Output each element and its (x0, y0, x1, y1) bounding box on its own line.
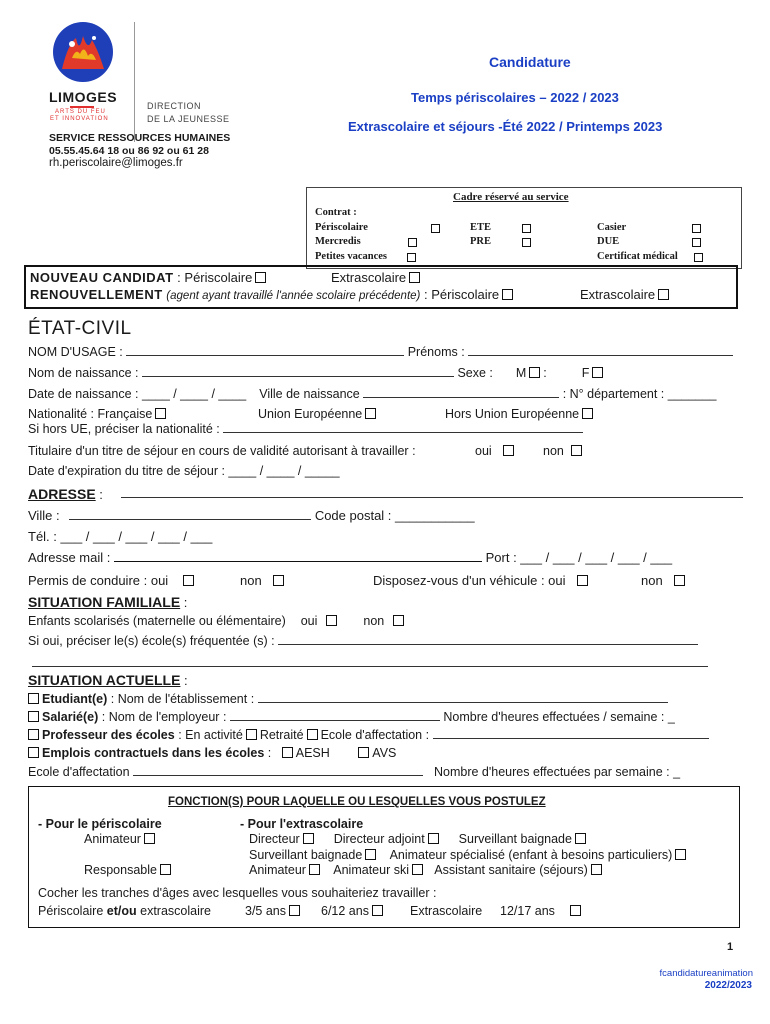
fonctions-extra-heading: - Pour l'extrascolaire (240, 817, 364, 831)
renouv-peri-label: : Périscolaire (424, 287, 500, 302)
departement-label: : N° département : _______ (562, 387, 717, 401)
avs-checkbox[interactable] (358, 747, 369, 758)
renouv-extra-checkbox[interactable] (658, 289, 669, 300)
emplois-label: Emplois contractuels dans les écoles (42, 746, 265, 760)
sexe-m-label: M (515, 366, 527, 380)
age612-row (321, 904, 386, 918)
mail-row (28, 550, 672, 565)
renouvellement-note: (agent ayant travaillé l'année scolaire précédente) (166, 290, 421, 302)
ue-label: Union Européenne (258, 407, 363, 421)
permis-oui-label: : oui (143, 573, 169, 588)
emplois-checkbox[interactable] (28, 747, 39, 758)
famille-colon: : (180, 595, 188, 610)
renouvellement-row (30, 287, 516, 302)
francaise-checkbox[interactable] (155, 408, 166, 419)
mail-label: Adresse mail : (28, 550, 111, 565)
animateur-2-checkbox[interactable] (309, 864, 320, 875)
page-subtitle-1: Temps périscolaires – 2022 / 2023 (411, 90, 619, 105)
logo-tagline-1: ARTS DU FEU (55, 109, 106, 115)
titulaire-oui (475, 444, 517, 458)
mercredis-label: Mercredis (315, 236, 361, 247)
surveillant-row (249, 848, 689, 862)
responsable-label: Responsable (84, 863, 157, 877)
hors-ue-row (445, 407, 596, 421)
enfants-non-checkbox[interactable] (393, 615, 404, 626)
due-label: DUE (597, 236, 620, 247)
professeur-label: Professeur des écoles (42, 728, 175, 742)
enfants-row (28, 614, 407, 628)
casier-label: Casier (597, 222, 627, 233)
fonctions-peri-heading: - Pour le périscolaire (38, 817, 162, 831)
vehicule-row (373, 573, 591, 588)
due-checkbox[interactable] (692, 238, 701, 247)
nationalite-field[interactable] (223, 422, 583, 433)
ecole-aff2-field[interactable] (133, 765, 423, 776)
renouv-extra-row (580, 287, 672, 302)
ete-label: ETE (470, 222, 492, 233)
age35-checkbox[interactable] (289, 905, 300, 916)
employeur-field[interactable] (230, 710, 440, 721)
avs-label: AVS (372, 746, 397, 760)
renouv-extra-label: Extrascolaire (580, 287, 656, 302)
ete-checkbox[interactable] (522, 224, 531, 233)
nouveau-extra-row (331, 270, 423, 285)
enfants-non-label: non (363, 614, 385, 628)
prenoms-label: Prénoms : (407, 345, 469, 359)
anim-specialise-checkbox[interactable] (675, 849, 686, 860)
adresse-field[interactable] (121, 487, 743, 498)
direction-line-1: DIRECTION (147, 101, 201, 111)
actuelle-heading-row (28, 672, 188, 688)
assistant-label: Assistant sanitaire (séjours) (434, 863, 588, 877)
age1217-checkbox[interactable] (570, 905, 581, 916)
salarie-row (28, 710, 675, 724)
age1217-row (500, 904, 584, 918)
heures-label: Nombre d'heures effectuées / semaine : _ (443, 710, 675, 724)
service-email: rh.periscolaire@limoges.fr (49, 157, 183, 169)
limoges-logo-icon (48, 14, 118, 84)
age612-label: 6/12 ans (321, 904, 369, 918)
service-phone: 05.55.45.64 18 ou 86 92 ou 61 28 (49, 145, 209, 157)
logo (48, 14, 118, 84)
titulaire-row (28, 444, 416, 458)
page-number: 1 (727, 941, 734, 953)
pre-label: PRE (470, 236, 491, 247)
page-title: Candidature (489, 54, 571, 70)
date-naissance-label: Date de naissance : ____ / ____ / ____ (28, 387, 247, 401)
permis-non-label: non (240, 573, 262, 588)
titulaire-oui-checkbox[interactable] (503, 445, 514, 456)
nouveau-peri-label: : Périscolaire (177, 270, 253, 285)
direction-line-2: DE LA JEUNESSE (147, 114, 230, 124)
responsable-checkbox[interactable] (160, 864, 171, 875)
famille-heading-row (28, 594, 187, 610)
fonctions-heading: FONCTION(S) POUR LAQUELLE OU LESQUELLES VOUS POSTULEZ (168, 796, 546, 808)
etudiant-checkbox[interactable] (28, 693, 39, 704)
ue-row (258, 407, 379, 421)
ecole-aff-label: Ecole d'affectation : (320, 728, 433, 742)
code-postal-label: Code postal : ___________ (314, 508, 475, 523)
age35-label: 3/5 ans (245, 904, 287, 918)
adresse-heading: ADRESSE (28, 486, 96, 502)
contrat-label: Contrat : (315, 207, 357, 218)
ecole-aff2-row (28, 765, 680, 779)
directeur-row (249, 832, 589, 846)
animateur2-row (249, 863, 605, 877)
adresse-row (28, 486, 103, 502)
salarie-checkbox[interactable] (28, 711, 39, 722)
enfants-label: Enfants scolarisés (maternelle ou élémentaire) (28, 614, 286, 628)
animateur-label: Animateur (84, 832, 141, 846)
heures2-label: Nombre d'heures effectuées par semaine : _ (433, 765, 681, 779)
si-hors-ue-label: Si hors UE, préciser la nationalité : (28, 422, 220, 436)
adresse-colon: : (95, 487, 103, 502)
aesh-checkbox[interactable] (282, 747, 293, 758)
permis-label: Permis de conduire (28, 573, 140, 588)
titulaire-non-checkbox[interactable] (571, 445, 582, 456)
extrascolaire-word: extrascolaire (136, 904, 211, 918)
expiration-row: Date d'expiration du titre de séjour : ____ / ____ / _____ (28, 464, 340, 478)
etat-civil-heading: ÉTAT-CIVIL (28, 318, 132, 339)
aesh-label: AESH (295, 746, 330, 760)
petites-vacances-label: Petites vacances (315, 251, 388, 262)
nom-naissance-field[interactable] (142, 366, 454, 377)
surveillant-2-label: Surveillant baignade (249, 848, 363, 862)
age612-checkbox[interactable] (372, 905, 383, 916)
animateur-row (84, 832, 158, 846)
nom-usage-row (28, 345, 733, 359)
nom-naissance-row: Nom de naissance : Sexe : M : F (28, 366, 606, 380)
ages-row (38, 904, 211, 918)
periscolaire-checkbox[interactable] (431, 224, 440, 233)
anim-specialise-label: Animateur spécialisé (enfant à besoins particuliers) (389, 848, 673, 862)
nouveau-extra-label: Extrascolaire (331, 270, 407, 285)
footer-year: 2022/2023 (704, 980, 752, 991)
sexe-label: Sexe : (457, 366, 493, 380)
etablissement-field[interactable] (258, 692, 668, 703)
nom-usage-field[interactable] (126, 345, 404, 356)
etudiant-label: Etudiant(e) (42, 692, 108, 706)
prof-rest: : En activité (174, 728, 243, 742)
ville-naissance-field[interactable] (363, 387, 559, 398)
directeur-adjoint-checkbox[interactable] (428, 833, 439, 844)
prenoms-field[interactable] (468, 345, 733, 356)
sexe-f-label: F (581, 366, 590, 380)
ecoles-field[interactable] (278, 634, 698, 645)
permis-row (28, 573, 197, 588)
footer-ref: fcandidatureanimation (659, 968, 753, 979)
etudiant-rest: : Nom de l'établissement : (107, 692, 258, 706)
vehicule-non-label: non (641, 573, 663, 588)
cocher-text: Cocher les tranches d'âges avec lesquelles vous souhaiteriez travailler : (38, 886, 437, 900)
ecole-aff2-label: Ecole d'affectation (28, 765, 134, 779)
mercredis-checkbox[interactable] (408, 238, 417, 247)
emplois-colon: : (264, 746, 272, 760)
hors-ue-label: Hors Union Européenne (445, 407, 580, 421)
salarie-rest: : Nom de l'employeur : (98, 710, 230, 724)
ville-label: Ville : (28, 508, 60, 523)
logo-name: LIMOGES (49, 89, 118, 105)
sexe-m-checkbox[interactable] (529, 367, 540, 378)
service-box-title: Cadre réservé au service (453, 191, 569, 203)
permis-oui-checkbox[interactable] (183, 575, 194, 586)
mail-field[interactable] (114, 551, 482, 562)
emplois-row (28, 746, 396, 760)
renouv-peri-checkbox[interactable] (502, 289, 513, 300)
vehicule-non (641, 573, 688, 588)
titulaire-oui-label: oui (475, 444, 492, 458)
etou-label: et/ou (106, 904, 137, 918)
directeur-label: Directeur (249, 832, 300, 846)
nom-usage-label: NOM D'USAGE : (28, 345, 127, 359)
nouveau-candidat-label: NOUVEAU CANDIDAT (30, 270, 174, 285)
assistant-checkbox[interactable] (591, 864, 602, 875)
titulaire-non-label: non (543, 444, 564, 458)
permis-non (240, 573, 287, 588)
ue-checkbox[interactable] (365, 408, 376, 419)
responsable-row (84, 863, 174, 877)
tel-row: Tél. : ___ / ___ / ___ / ___ / ___ (28, 529, 213, 544)
professeur-checkbox[interactable] (28, 729, 39, 740)
vehicule-label: Disposez-vous d'un véhicule : oui (373, 573, 566, 588)
nouveau-candidat-row (30, 270, 269, 285)
certificat-label: Certificat médical (597, 251, 678, 262)
ecoles-field-2[interactable] (32, 656, 708, 667)
actuelle-heading: SITUATION ACTUELLE (28, 672, 181, 688)
animateur-checkbox[interactable] (144, 833, 155, 844)
ecole-aff-field[interactable] (433, 728, 709, 739)
extra-label-row: Extrascolaire (410, 904, 483, 918)
nouveau-peri-checkbox[interactable] (255, 272, 266, 283)
surveillant-1-checkbox[interactable] (575, 833, 586, 844)
certificat-checkbox[interactable] (694, 253, 703, 262)
renouvellement-label: RENOUVELLEMENT (30, 287, 163, 302)
casier-checkbox[interactable] (692, 224, 701, 233)
vehicule-non-checkbox[interactable] (674, 575, 685, 586)
directeur-adjoint-label: Directeur adjoint (333, 832, 425, 846)
sexe-f-checkbox[interactable] (592, 367, 603, 378)
age1217-label: 12/17 ans (500, 904, 555, 918)
titulaire-non (543, 444, 585, 458)
ville-naissance-label: Ville de naissance (259, 387, 360, 401)
petites-vacances-checkbox[interactable] (407, 253, 416, 262)
age35-row (245, 904, 303, 918)
vehicule-oui-checkbox[interactable] (577, 575, 588, 586)
activite-checkbox[interactable] (246, 729, 257, 740)
nouveau-extra-checkbox[interactable] (409, 272, 420, 283)
retraite-label: Retraité (259, 728, 304, 742)
ville-row (28, 508, 475, 523)
actuelle-colon: : (180, 673, 188, 688)
page-subtitle-2: Extrascolaire et séjours -Été 2022 / Printemps 2023 (348, 119, 663, 134)
enfants-oui-checkbox[interactable] (326, 615, 337, 626)
naissance-row (28, 387, 716, 401)
nationalite-label: Nationalité : Française (28, 407, 153, 421)
ecoles-label: Si oui, préciser le(s) école(s) fréquentée (s) : (28, 634, 275, 648)
service-name: SERVICE RESSOURCES HUMAINES (49, 132, 231, 144)
animateur-2-label: Animateur (249, 863, 306, 877)
surveillant-2-checkbox[interactable] (365, 849, 376, 860)
enfants-oui-label: oui (300, 614, 318, 628)
logo-tagline-2: ET INNOVATION (50, 116, 109, 122)
anim-ski-checkbox[interactable] (412, 864, 423, 875)
titulaire-label: Titulaire d'un titre de séjour en cours de validité autorisant à travailler : (28, 444, 416, 458)
port-label: Port : ___ / ___ / ___ / ___ / ___ (485, 550, 673, 565)
si-hors-ue-row (28, 422, 583, 436)
salarie-label: Salarié(e) (42, 710, 99, 724)
directeur-checkbox[interactable] (303, 833, 314, 844)
etudiant-row (28, 692, 668, 706)
permis-non-checkbox[interactable] (273, 575, 284, 586)
retraite-checkbox[interactable] (307, 729, 318, 740)
professeur-row (28, 728, 709, 742)
nom-naissance-label: Nom de naissance : (28, 366, 142, 380)
peri-etou-label: Périscolaire (38, 904, 107, 918)
surveillant-1-label: Surveillant baignade (458, 832, 572, 846)
pre-checkbox[interactable] (522, 238, 531, 247)
nationalite-row (28, 407, 169, 421)
ecoles-row (28, 634, 698, 648)
anim-ski-label: Animateur ski (333, 863, 409, 877)
hors-ue-checkbox[interactable] (582, 408, 593, 419)
periscolaire-label: Périscolaire (315, 222, 368, 233)
ville-field[interactable] (69, 509, 311, 520)
famille-heading: SITUATION FAMILIALE (28, 594, 181, 610)
